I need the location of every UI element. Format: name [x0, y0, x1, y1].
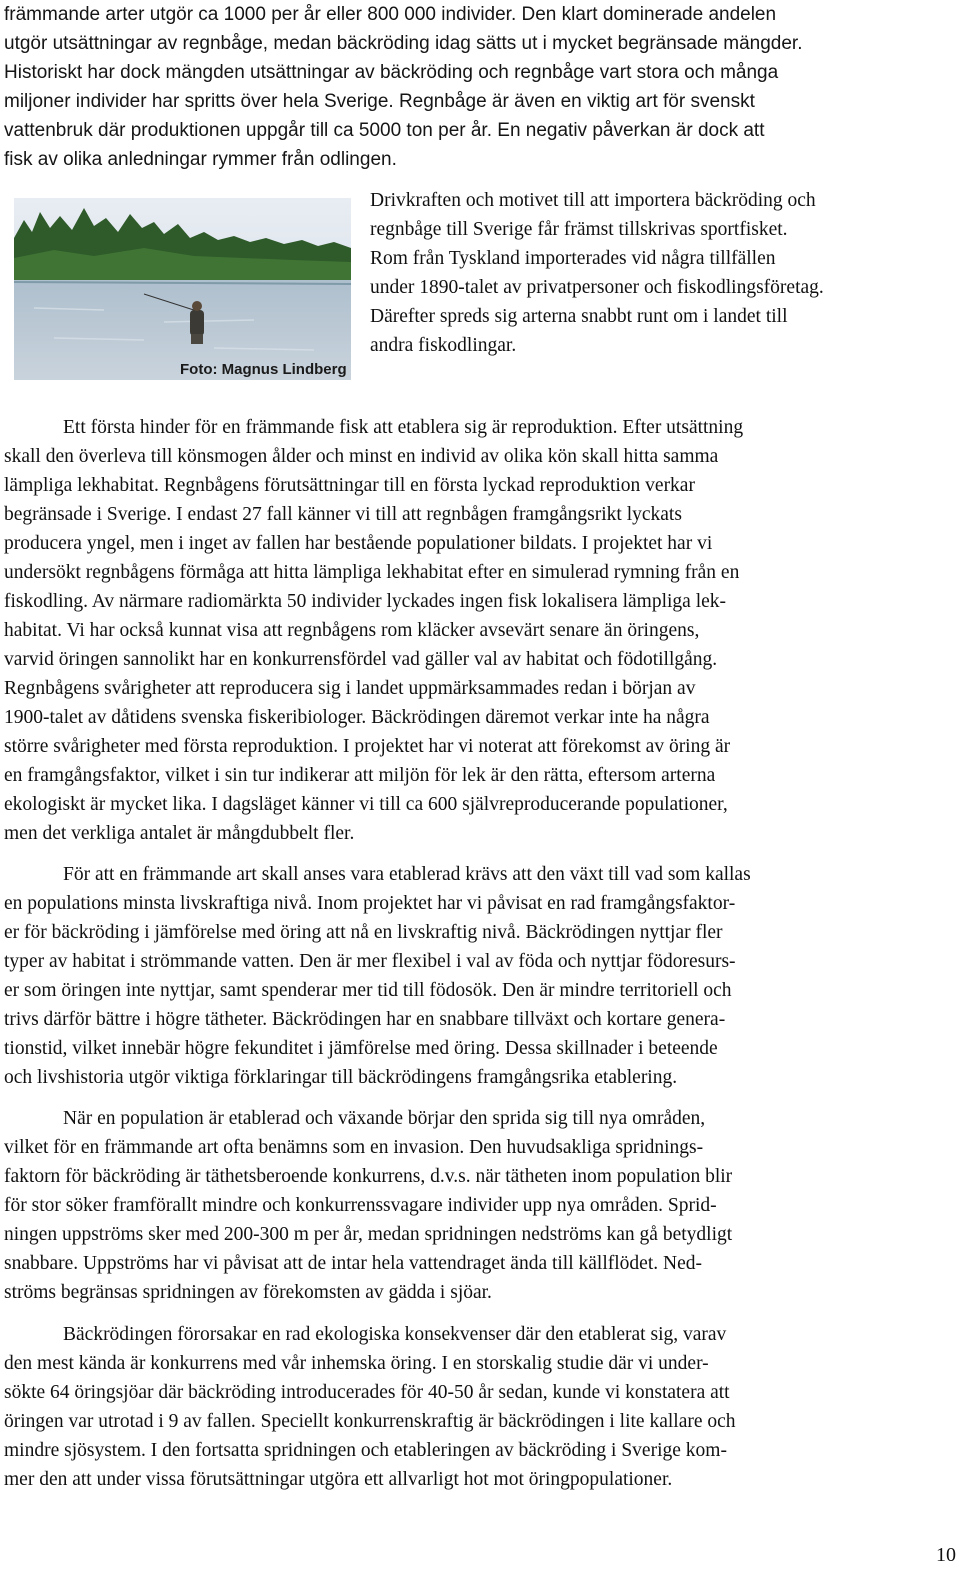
text-line: 1900-talet av dåtidens svenska fiskeribiologer. Bäckrödingen däremot verkar inte ha några	[4, 707, 710, 728]
text-line: faktorn för bäckröding är täthetsberoende konkurrens, d.v.s. när tätheten inom population blir	[4, 1166, 733, 1187]
text-line: Bäckrödingen förorsakar en rad ekologiska konsekvenser där den etablerat sig, varav	[63, 1324, 727, 1345]
text-line: större svårigheter med första reproduktion. I projektet har vi noterat att förekomst av öring är	[4, 736, 731, 757]
text-line: typer av habitat i strömmande vatten. Den är mer flexibel i val av föda och nyttjar födoresurs-	[4, 951, 736, 972]
text-line: under 1890-talet av privatpersoner och fiskodlingsföretag.	[370, 277, 824, 298]
text-line: För att en främmande art skall anses vara etablerad krävs att den växt till vad som kallas	[63, 864, 751, 885]
text-line: en populations minsta livskraftiga nivå. Inom projektet har vi påvisat en rad framgångsfaktor-	[4, 893, 736, 914]
text-line: er som öringen inte nyttjar, samt spenderar mer tid till födosök. Den är mindre territoriell och	[4, 980, 732, 1001]
text-line: sökte 64 öringsjöar där bäckröding introducerades för 40-50 år sedan, kunde vi konstatera att	[4, 1382, 730, 1403]
text-line: ningen uppströms sker med 200-300 m per år, medan spridningen nedströms kan gå betydligt	[4, 1224, 733, 1245]
photo-image	[14, 198, 351, 380]
text-line: regnbåge till Sverige får främst tillskrivas sportfisket.	[370, 219, 788, 240]
text-line: för stor söker framförallt mindre och konkurrenssvagare individer upp nya områden. Sprid-	[4, 1195, 717, 1216]
text-line: varvid öringen sannolikt har en konkurrensfördel vad gäller val av habitat och födotillgång.	[4, 649, 718, 670]
text-line: tionstid, vilket innebär högre fekunditet i jämförelse med öring. Dessa skillnader i beteende	[4, 1038, 718, 1059]
text-line: men det verkliga antalet är mångdubbelt fler.	[4, 823, 355, 844]
text-line: miljoner individer har spritts över hela Sverige. Regnbåge är även en viktig art för svenskt	[4, 91, 755, 112]
consequences-paragraph	[4, 1320, 956, 1494]
text-line: Rom från Tyskland importerades vid några tillfällen	[370, 248, 776, 269]
text-line: fisk av olika anledningar rymmer från odlingen.	[4, 149, 397, 170]
text-line: lämpliga lekhabitat. Regnbågens förutsättningar till en första lyckad reproduktion verkar	[4, 475, 695, 496]
text-line: mer den att under vissa förutsättningar utgöra ett allvarligt hot mot öringpopulationer.	[4, 1469, 673, 1490]
photo-caption: Foto: Magnus Lindberg	[180, 361, 347, 378]
text-line: Därefter spreds sig arterna snabbt runt om i landet till	[370, 306, 788, 327]
text-line: Regnbågens svårigheter att reproducera sig i landet uppmärksammades redan i början av	[4, 678, 696, 699]
text-line: ekologiskt är mycket lika. I dagsläget känner vi till ca 600 självreproducerande populationer,	[4, 794, 728, 815]
page-number: 10	[936, 1544, 956, 1566]
text-line: producera yngel, men i inget av fallen har bestående populationer bildats. I projektet har vi	[4, 533, 713, 554]
text-line: en framgångsfaktor, vilket i sin tur indikerar att miljön för lek är den rätta, eftersom arterna	[4, 765, 716, 786]
text-line: skall den överleva till könsmogen ålder och minst en individ av olika kön skall hitta samma	[4, 446, 719, 467]
text-line: vattenbruk där produktionen uppgår till ca 5000 ton per år. En negativ påverkan är dock att	[4, 120, 765, 141]
text-line: utgör utsättningar av regnbåge, medan bäckröding idag sätts ut i mycket begränsade mängder.	[4, 33, 803, 54]
text-line: er för bäckröding i jämförelse med öring att nå en livskraftig nivå. Bäckrödingen nyttjar fler	[4, 922, 723, 943]
text-line: andra fiskodlingar.	[370, 335, 517, 356]
intro-paragraph	[4, 0, 956, 174]
text-line: begränsade i Sverige. I endast 27 fall känner vi till att regnbågen framgångsrikt lyckats	[4, 504, 682, 525]
text-line: mindre sjösystem. I den fortsatta spridningen och etableringen av bäckröding i Sverige kom-	[4, 1440, 727, 1461]
text-line: Historiskt har dock mängden utsättningar av bäckröding och regnbåge vart stora och många	[4, 62, 779, 83]
text-line: När en population är etablerad och växande börjar den sprida sig till nya områden,	[63, 1108, 706, 1129]
text-line: öringen var utrotad i 9 av fallen. Speciellt konkurrenskraftig är bäckrödingen i lite kallare och	[4, 1411, 736, 1432]
history-paragraph	[370, 186, 956, 360]
text-line: undersökt regnbågens förmåga att hitta lämpliga lekhabitat efter en simulerad rymning från en	[4, 562, 740, 583]
text-line: den mest kända är konkurrens med vår inhemska öring. I en storskalig studie där vi under-	[4, 1353, 709, 1374]
spread-paragraph	[4, 1104, 956, 1307]
text-line: vilket för en främmande art ofta benämns som en invasion. Den huvudsakliga spridnings-	[4, 1137, 704, 1158]
reproduction-paragraph	[4, 413, 956, 848]
text-line: Ett första hinder för en främmande fisk att etablera sig är reproduktion. Efter utsättning	[63, 417, 744, 438]
establishment-paragraph	[4, 860, 956, 1092]
text-line: Drivkraften och motivet till att importera bäckröding och	[370, 190, 816, 211]
angler-in-lake-photo	[14, 198, 351, 380]
text-line: habitat. Vi har också kunnat visa att regnbågens rom kläcker avsevärt senare än öringens,	[4, 620, 700, 641]
text-line: ströms begränsas spridningen av förekomsten av gädda i sjöar.	[4, 1282, 492, 1303]
text-line: snabbare. Uppströms har vi påvisat att de intar hela vattendraget ända till källflödet. Ned-	[4, 1253, 702, 1274]
text-line: trivs därför bättre i högre tätheter. Bäckrödingen har en snabbare tillväxt och kortare genera-	[4, 1009, 726, 1030]
text-line: och livshistoria utgör viktiga förklaringar till bäckrödingens framgångsrika etablering.	[4, 1067, 678, 1088]
text-line: fiskodling. Av närmare radiomärkta 50 individer lyckades ingen fisk lokalisera lämpliga lek-	[4, 591, 727, 612]
text-line: främmande arter utgör ca 1000 per år eller 800 000 individer. Den klart dominerade andelen	[4, 4, 777, 25]
